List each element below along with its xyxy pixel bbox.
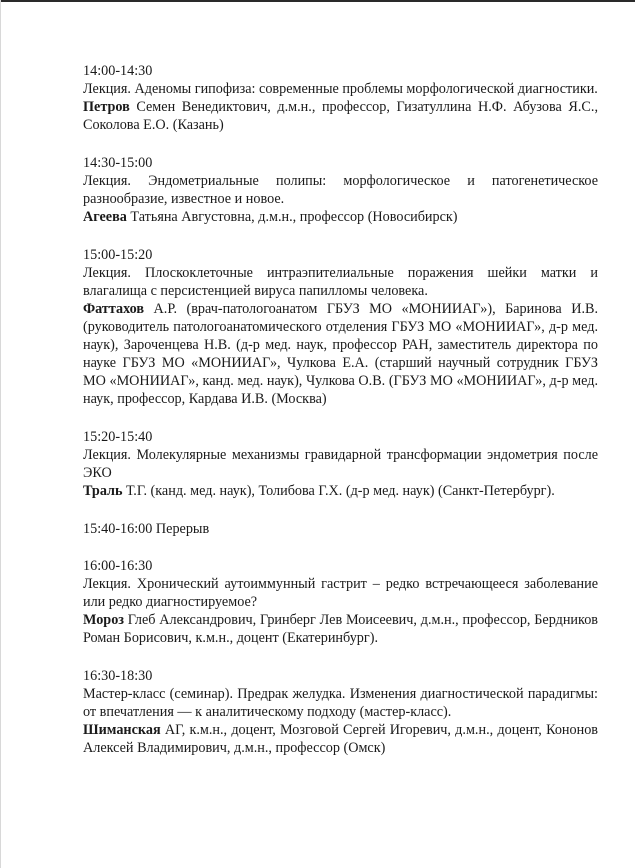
session-time: 14:00-14:30 bbox=[83, 63, 153, 79]
session-time: 15:00-15:20 bbox=[83, 247, 153, 263]
session-5 bbox=[83, 557, 598, 647]
lead-speaker: Фаттахов bbox=[83, 301, 145, 317]
session-4 bbox=[83, 428, 598, 500]
left-edge bbox=[0, 0, 1, 868]
session-speakers bbox=[83, 208, 598, 226]
session-lecture: Лекция. Аденомы гипофиза: современные проблемы морфологической диагностики. bbox=[83, 81, 598, 97]
session-lecture: Лекция. Молекулярные механизмы гравидарной трансформации эндометрия после ЭКО bbox=[83, 447, 598, 481]
speakers-rest: А.Р. (врач-патологоанатом ГБУЗ МО «МОНИИАГ»), Баринова И.В. (руководитель патологоанатомического отделения ГБУЗ МО «МОНИИАГ», д-р мед. наук), Зароченцева Н.В. (д-р мед. наук, профессор РАН, заместитель директора по науке ГБУЗ МО «МОНИИАГ», Чулкова Е.А. (старший научный сотрудник ГБУЗ МО «МОНИИАГ», канд. мед. наук), Чулкова О.В. (ГБУЗ МО «МОНИИАГ», д-р мед. наук, профессор, Кардава И.В. (Москва) bbox=[83, 301, 598, 407]
speakers-rest: Семен Венедиктович, д.м.н., профессор, Гизатуллина Н.Ф. Абузова Я.С., Соколова Е.О. (Казань) bbox=[83, 99, 598, 133]
speakers-rest: АГ, к.м.н., доцент, Мозговой Сергей Игоревич, д.м.н., доцент, Кононов Алексей Владимирович, д.м.н., профессор (Омск) bbox=[83, 722, 598, 756]
program-schedule bbox=[83, 62, 598, 777]
lead-speaker: Траль bbox=[83, 483, 123, 499]
lead-speaker: Агеева bbox=[83, 209, 127, 225]
break-session bbox=[83, 520, 598, 538]
session-time: 14:30-15:00 bbox=[83, 155, 153, 171]
session-3 bbox=[83, 246, 598, 408]
speakers-rest: Татьяна Августовна, д.м.н., профессор (Новосибирск) bbox=[126, 209, 458, 225]
lead-speaker: Шиманская bbox=[83, 722, 161, 738]
session-6 bbox=[83, 667, 598, 757]
session-speakers bbox=[83, 482, 598, 500]
session-time: 16:00-16:30 bbox=[83, 558, 153, 574]
session-2 bbox=[83, 154, 598, 226]
lead-speaker: Мороз bbox=[83, 612, 124, 628]
speakers-rest: Т.Г. (канд. мед. наук), Толибова Г.Х. (д-р мед. наук) (Санкт-Петербург). bbox=[122, 483, 555, 499]
session-speakers bbox=[83, 300, 598, 408]
session-time: 16:30-18:30 bbox=[83, 668, 153, 684]
session-time: 15:20-15:40 bbox=[83, 429, 153, 445]
session-speakers bbox=[83, 98, 598, 134]
session-lecture: Мастер-класс (семинар). Предрак желудка. Изменения диагностической парадигмы: от впечатления — к аналитическому подходу (мастер-класс). bbox=[83, 686, 598, 720]
top-border bbox=[0, 0, 635, 2]
session-lecture: Лекция. Эндометриальные полипы: морфологическое и патогенетическое разнообразие, известное и новое. bbox=[83, 173, 598, 207]
lead-speaker: Петров bbox=[83, 99, 130, 115]
session-speakers bbox=[83, 721, 598, 757]
session-1 bbox=[83, 62, 598, 134]
speakers-rest: Глеб Александрович, Гринберг Лев Моисеевич, д.м.н., профессор, Бердников Роман Борисович, к.м.н., доцент (Екатеринбург). bbox=[83, 612, 598, 646]
session-speakers bbox=[83, 611, 598, 647]
break-line: 15:40-16:00 Перерыв bbox=[83, 521, 210, 537]
session-lecture: Лекция. Плоскоклеточные интраэпителиальные поражения шейки матки и влагалища с персистенцией вируса папилломы человека. bbox=[83, 265, 598, 299]
session-lecture: Лекция. Хронический аутоиммунный гастрит – редко встречающееся заболевание или редко диагностируемое? bbox=[83, 576, 598, 610]
